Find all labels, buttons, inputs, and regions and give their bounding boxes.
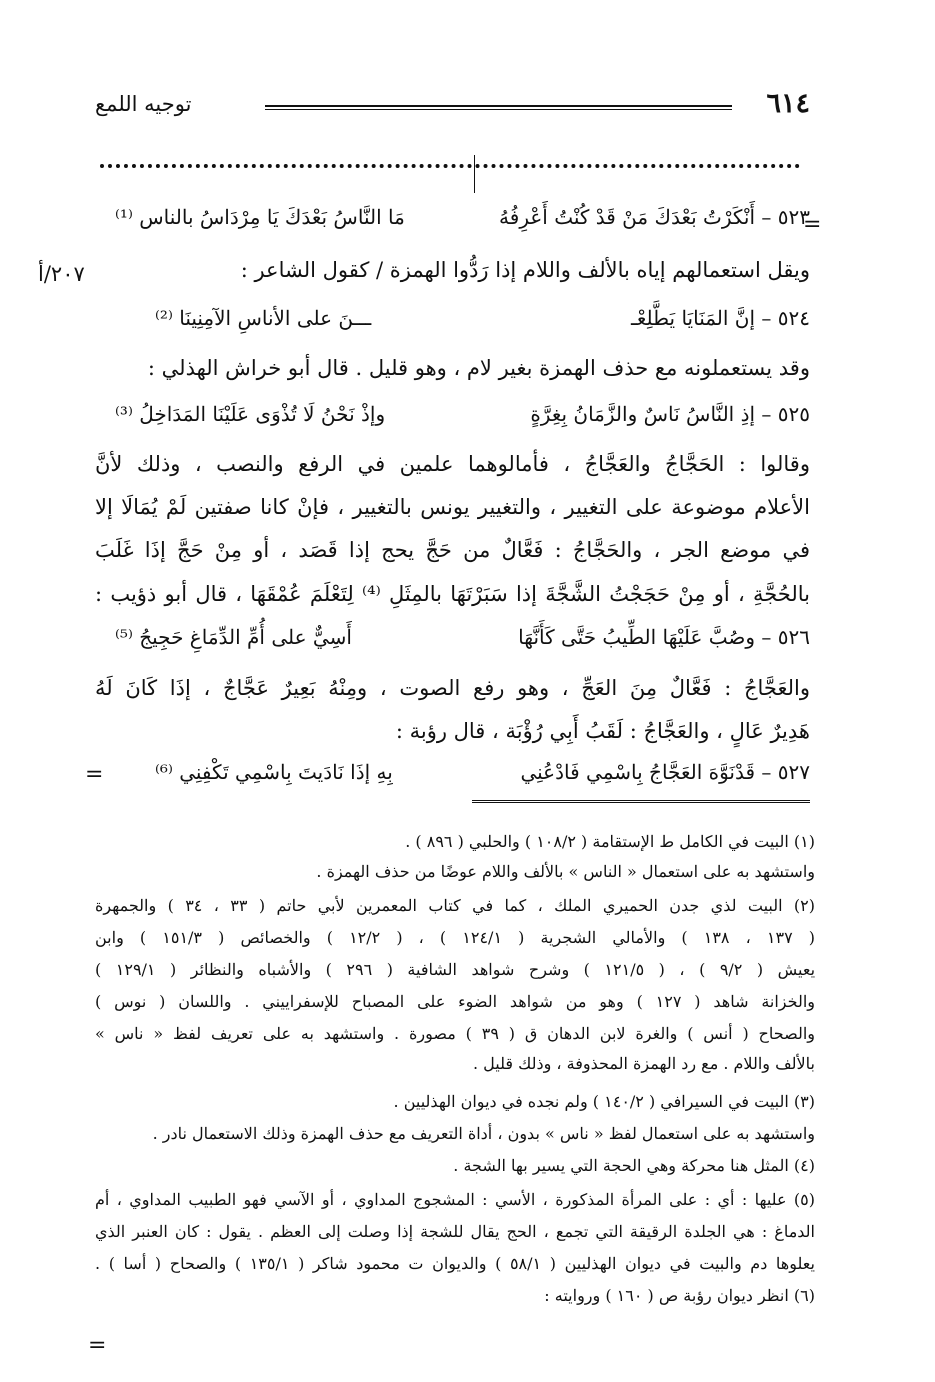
footnote-line: (٦) انظر ديوان رؤبة ص ( ١٦٠ ) وروايته : bbox=[544, 1286, 815, 1305]
column-divider bbox=[474, 155, 475, 193]
text-line: الأعلام موضوعة على التغيير ، والتغيير يونس بالتغيير ، فإنْ كانا صفتين لَمْ يُمَالَا إلا bbox=[95, 495, 810, 519]
footnote-line: الدماغ : هي الجلدة الرقيقة التي تجمع ، الحج يقال للشجة إذا وصلت إلى العظم . يقول : كان العنبر الذي bbox=[95, 1222, 815, 1241]
verse-hemistich-2: أَسِيٌّ على أُمِّ الدِّمَاغِ حَجِيجُ ⁽⁵⁾ bbox=[115, 625, 352, 649]
text-line: وقد يستعملونه مع حذف الهمزة بغير لام ، وهو قليل . قال أبو خراش الهذلي : bbox=[147, 356, 810, 380]
footnote-line: يعيش ( ٩/٢ ) ، ( ١٢١/٥ ) وشرح شواهد الشافية ( ٢٩٦ ) والأشباه والنظائر ( ١٢٩/١ ) bbox=[95, 960, 816, 979]
footnote-line: (٥) عليها : أي : على المرأة المذكورة ، الأسي : المشجوج المداوي ، أو الآسي فهو الطبيب المداوي ، أم bbox=[95, 1190, 815, 1209]
text-line: والعَجَّاجُ : فَعَّالٌ مِنَ العَجِّ ، وهو رفع الصوت ، ومِنْهُ بَعِيرٌ عَجَّاجٌ ، إذَا كَانَ لَهُ bbox=[95, 676, 810, 700]
header-rule bbox=[265, 105, 732, 110]
footnote-line: يعلوها دم والبيت في ديوان الهذليين ( ٥٨/١ ) والديوان ت محمود شاكر ( ١٣٥/١ ) والصحاح ( أسا ) . bbox=[95, 1254, 815, 1273]
footnote-line: ( ١٣٧ ، ١٣٨ ) والأمالي الشجرية ( ١٢٤/١ ) ، ( ١٢/٢ ) والخصائص ( ١٥١/٣ ) وابن bbox=[95, 928, 815, 947]
verse-527 bbox=[95, 760, 810, 796]
verse-hemistich-2: وإذْ نَحْنُ لَا تُذْوَى عَلَيْنَا المَدَاخِلُ ⁽³⁾ bbox=[115, 402, 386, 426]
verse-hemistich-1: ٥٢٤ – إنَّ المَنَايَا يَطَّلِعْـ bbox=[630, 306, 810, 330]
footnote-line: واستشهد به على استعمال « الناس » بالألف واللام عوضًا من حذف الهمزة . bbox=[316, 862, 815, 881]
verse-hemistich-2: مَا النَّاسُ بَعْدَكَ يَا مِرْدَاسُ بالناس ⁽¹⁾ bbox=[115, 205, 405, 229]
footnote-line: والصحاح ( أنس ) والغرة لابن الدهان ق ( ٣٩ ) مصورة . واستشهد به على تعريف لفظ « ناس » bbox=[95, 1024, 815, 1043]
footnote-line: واستشهد به على استعمال لفظ « ناس » بدون ، أداة التعريف مع حذف الهمزة وذلك الاستعمال نادر . bbox=[152, 1124, 815, 1143]
page-header bbox=[95, 88, 810, 128]
continuation-mark-bottom: = bbox=[88, 1333, 107, 1358]
verse-hemistich-1: ٥٢٥ – إذِ النَّاسُ نَاسٌ والزَّمَانُ بِغِرَّةٍ bbox=[530, 402, 810, 426]
footnote-line: والخزانة شاهد ( ١٢٧ ) وهو من شواهد الضوء على المصباح للإسفراييني . واللسان ( نوس ) bbox=[95, 992, 815, 1011]
footnote-separator bbox=[472, 800, 810, 806]
footnote-line: (٤) المثل هنا محركة وهي الحجة التي يسير بها الشجة . bbox=[453, 1156, 815, 1175]
verse-hemistich-1: ٥٢٧ – قَدْنَوَّهَ العَجَّاجُ بِاسْمِي فَادْعُنِي bbox=[520, 760, 810, 784]
verse-526 bbox=[95, 625, 810, 661]
page-number: ٦١٤ bbox=[766, 88, 810, 119]
verse-525 bbox=[95, 402, 810, 438]
verse-523 bbox=[95, 205, 810, 241]
verse-hemistich-2: ـــنَ على الأناسِ الآمِنِينَا ⁽²⁾ bbox=[155, 306, 372, 330]
continuation-mark-mid: = bbox=[85, 762, 104, 787]
text-line: ويقل استعمالهم إياه بالألف واللام إذا رَدُّوا الهمزة / كقول الشاعر : bbox=[240, 258, 810, 282]
running-title: توجيه اللمع bbox=[95, 92, 192, 116]
footnote-line: بالألف واللام . مع رد الهمزة المحذوفة ، وذلك قليل . bbox=[472, 1054, 815, 1073]
dotted-separator bbox=[100, 164, 800, 174]
text-line: هَدِيرٌ عَالٍ ، والعَجَّاجُ : لَقَبُ أَبِي رُؤْبَة ، قال رؤبة : bbox=[395, 719, 810, 743]
verse-hemistich-1: ٥٢٦ – وصُبَّ عَلَيْهَا الطِّيبُ حَتَّى كَأَنَّهَا bbox=[518, 625, 810, 649]
verse-524 bbox=[95, 306, 810, 342]
footnote-line: (٢) البيت لذي جدن الحميري الملك ، كما في كتاب المعمرين لأبي حاتم ( ٣٣ ، ٣٤ ) والجمهرة bbox=[95, 896, 815, 915]
footnote-line: (١) البيت في الكامل ط الإستقامة ( ١٠٨/٢ ) والحلبي ( ٨٩٦ ) . bbox=[405, 832, 815, 851]
text-line: في موضع الجر ، والحَجَّاجُ : فَعَّالٌ من حَجَّ يحج إذا قَصَد ، أو مِنْ حَجَّ إذَا غَلَبَ bbox=[95, 538, 810, 562]
folio-mark: ٢٠٧/أ bbox=[38, 262, 85, 286]
text-line: بالحُجَّةِ ، أو مِنْ حَجَجْتُ الشَّجَّةَ إذا سَبَرْتَهَا بالمِثَلِ ⁽⁴⁾ لِتَعْلَمَ عُمْقَهَا ، قال أبو ذؤيب : bbox=[95, 582, 810, 606]
verse-hemistich-2: بِهِ إذَا نَادَيتَ بِاسْمِي تَكْفِنِي ⁽⁶⁾ bbox=[155, 760, 393, 784]
footnote-line: (٣) البيت في السيرافي ( ١٤٠/٢ ) ولم نجده في ديوان الهذليين . bbox=[393, 1092, 815, 1111]
continuation-mark-top: = bbox=[803, 212, 822, 237]
verse-hemistich-1: ٥٢٣ – أَنْكَرْتُ بَعْدَكَ مَنْ قَدْ كُنْتُ أَعْرِفُهُ bbox=[499, 205, 810, 229]
text-line: وقالوا : الحَجَّاجُ والعَجَّاجُ ، فأمالوهما علمين في الرفع والنصب ، وذلك لأنَّ bbox=[95, 452, 810, 476]
